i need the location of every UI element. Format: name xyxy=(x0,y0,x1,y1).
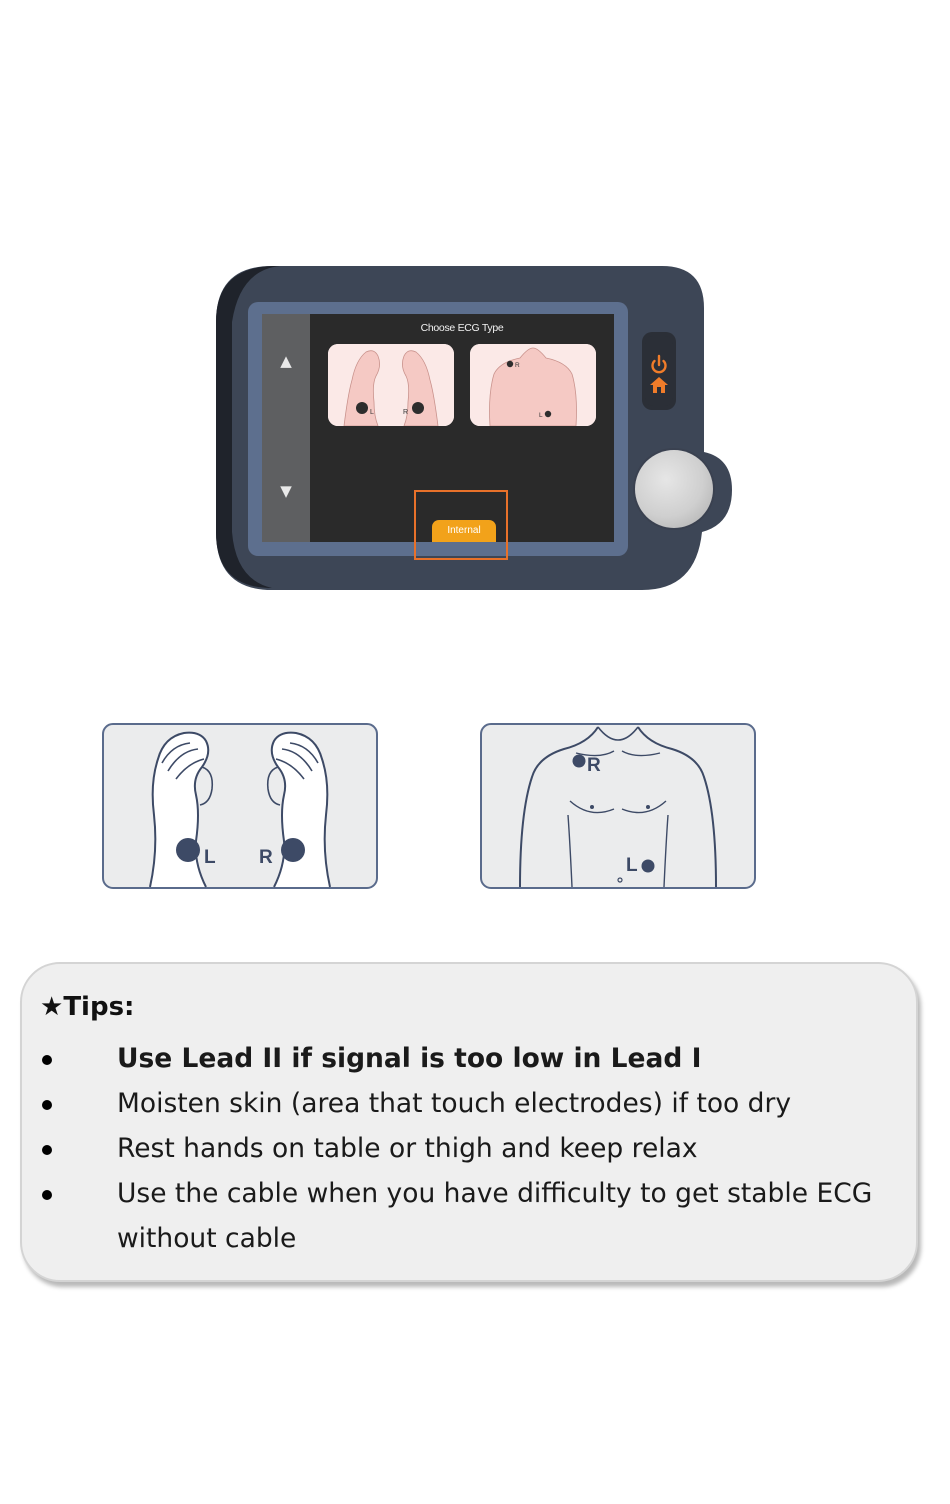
tip-text: Use the cable when you have difficulty to get stable ECG without cable xyxy=(117,1178,873,1254)
star-icon: ★ xyxy=(40,992,64,1022)
screen-side-panel xyxy=(262,314,310,542)
bullet-icon xyxy=(42,1190,52,1200)
tip-item xyxy=(22,1171,916,1261)
tip-item xyxy=(22,1126,916,1171)
bullet-icon xyxy=(42,1145,52,1155)
internal-highlight-box xyxy=(414,490,508,560)
tips-card xyxy=(20,962,918,1282)
thumb-chest-left-label: L xyxy=(539,412,543,419)
hands-thumbnail[interactable] xyxy=(328,344,454,426)
hands-right-label: R xyxy=(259,847,273,868)
chest-thumbnail[interactable] xyxy=(470,344,596,426)
tips-heading xyxy=(40,992,134,1022)
hands-illustration xyxy=(328,344,454,426)
chest-diagram-illustration xyxy=(480,723,756,889)
chest-right-label: R xyxy=(587,755,601,776)
chest-left-label: L xyxy=(626,855,638,876)
tip-text: Moisten skin (area that touch electrodes) if too dry xyxy=(117,1088,792,1119)
chest-illustration xyxy=(470,344,596,426)
down-arrow-icon[interactable]: ▼ xyxy=(280,482,292,500)
bullet-icon xyxy=(42,1055,52,1065)
tip-item xyxy=(22,1081,916,1126)
tips-title: Tips: xyxy=(63,992,135,1022)
hands-electrode-diagram xyxy=(102,723,378,889)
tips-list xyxy=(22,1036,916,1261)
hands-left-label: L xyxy=(204,847,216,868)
thumb-hands-left-label: L xyxy=(370,409,374,416)
internal-button[interactable]: Internal xyxy=(432,520,496,542)
tip-item xyxy=(22,1036,916,1081)
round-button[interactable] xyxy=(635,450,713,528)
thumb-hands-right-label: R xyxy=(403,409,409,416)
screen-title: Choose ECG Type xyxy=(420,322,504,334)
tip-text: Use Lead II if signal is too low in Lead I xyxy=(117,1043,702,1074)
tip-text: Rest hands on table or thigh and keep relax xyxy=(117,1133,698,1164)
power-home-button[interactable] xyxy=(642,332,676,410)
bullet-icon xyxy=(42,1100,52,1110)
ecg-device xyxy=(212,262,732,592)
hands-diagram-illustration xyxy=(102,723,378,889)
chest-electrode-diagram xyxy=(480,723,756,889)
up-arrow-icon[interactable]: ▲ xyxy=(280,352,292,370)
thumb-chest-right-label: R xyxy=(515,362,520,369)
